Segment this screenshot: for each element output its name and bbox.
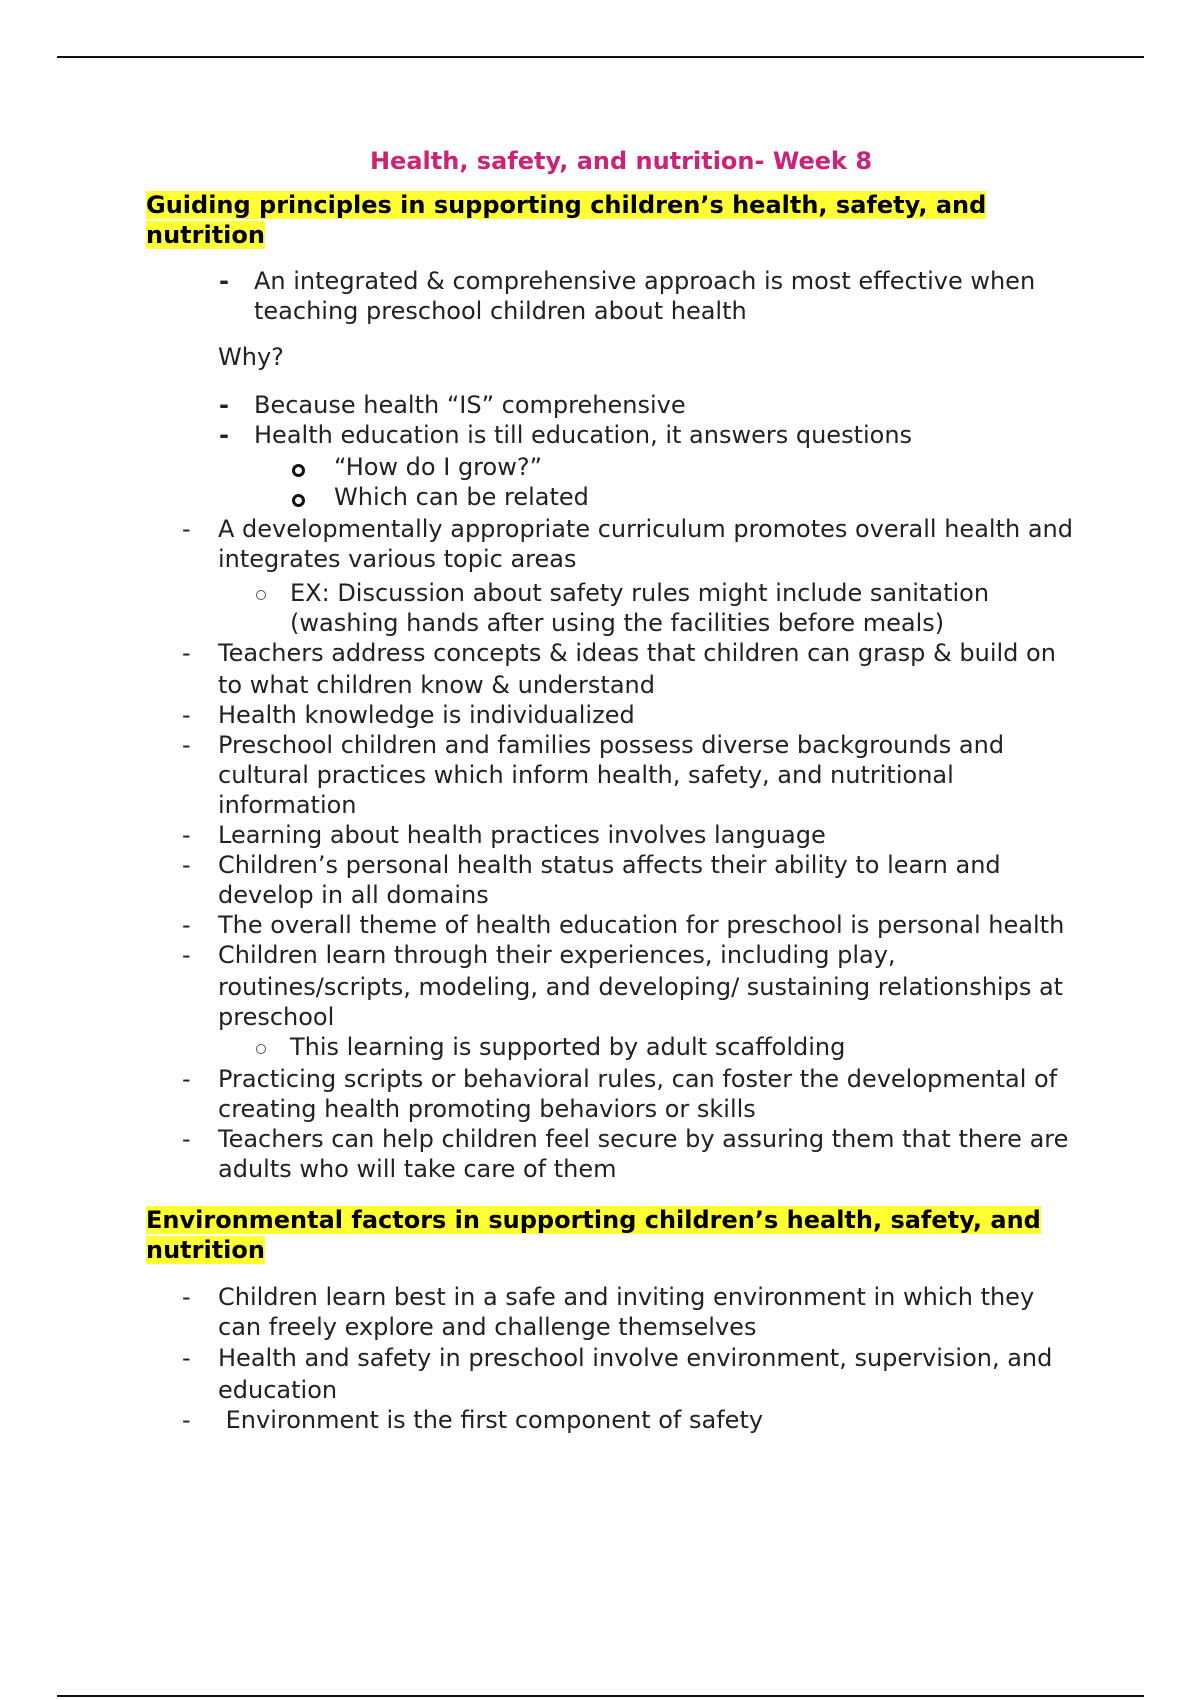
list-item-line: Health education is till education, it answers questions <box>254 421 913 449</box>
list-item-line: Health and safety in preschool involve environment, supervision, and <box>218 1344 1053 1372</box>
list-item-line: Because health “IS” comprehensive <box>254 391 686 419</box>
list-item-line: Environment is the first component of safety <box>218 1406 764 1434</box>
bottom-rule <box>57 1695 1144 1697</box>
top-rule <box>57 56 1144 58</box>
bullet-dash: - <box>182 1125 191 1153</box>
list-item-line: adults who will take care of them <box>218 1155 617 1183</box>
bullet-dash: - <box>182 701 191 729</box>
bullet-dash: - <box>182 731 191 759</box>
list-item-line: Teachers address concepts & ideas that children can grasp & build on <box>218 639 1056 667</box>
list-item-line: Teachers can help children feel secure by assuring them that there are <box>218 1125 1069 1153</box>
why-label: Why? <box>218 343 284 371</box>
list-item-line: Practicing scripts or behavioral rules, can foster the developmental of <box>218 1065 1058 1093</box>
sub-item-line: EX: Discussion about safety rules might include sanitation <box>290 579 990 607</box>
bullet-dash: - <box>182 851 191 879</box>
bullet-ring-icon <box>256 1044 266 1054</box>
list-item-line: routines/scripts, modeling, and developing/ sustaining relationships at <box>218 973 1064 1001</box>
bullet-dash-bold: - <box>219 391 229 419</box>
list-item-line: develop in all domains <box>218 881 489 909</box>
list-item-line: Health knowledge is individualized <box>218 701 635 729</box>
bullet-ring-icon <box>292 464 305 477</box>
sub-item-line: (washing hands after using the facilities before meals) <box>290 609 945 637</box>
section-heading-environmental-factors <box>146 1205 1106 1265</box>
sub-item-line: This learning is supported by adult scaffolding <box>290 1033 846 1061</box>
bullet-dash: - <box>182 1344 191 1372</box>
list-item-line: integrates various topic areas <box>218 545 577 573</box>
bullet-ring-icon <box>292 494 305 507</box>
sub-item-line: Which can be related <box>334 483 589 511</box>
bullet-dash: - <box>182 639 191 667</box>
bullet-dash: - <box>182 515 191 543</box>
heading-line: Environmental factors in supporting children’s health, safety, and <box>146 1206 1041 1234</box>
heading-line: nutrition <box>146 221 265 249</box>
list-item-line: information <box>218 791 357 819</box>
bullet-dash: - <box>182 911 191 939</box>
bullet-ring-icon <box>256 590 266 600</box>
list-item-line: Children’s personal health status affects their ability to learn and <box>218 851 1001 879</box>
list-item-line: Children learn best in a safe and inviting environment in which they <box>218 1283 1035 1311</box>
list-item-line: Children learn through their experiences, including play, <box>218 941 896 969</box>
list-item-line: education <box>218 1376 338 1404</box>
list-item-line: creating health promoting behaviors or skills <box>218 1095 756 1123</box>
list-item-line: preschool <box>218 1003 335 1031</box>
page-title: Health, safety, and nutrition- Week 8 <box>369 147 873 175</box>
list-item-line: Preschool children and families possess diverse backgrounds and <box>218 731 1005 759</box>
list-item-line: A developmentally appropriate curriculum promotes overall health and <box>218 515 1073 543</box>
list-item-line: can freely explore and challenge themselves <box>218 1313 757 1341</box>
sub-item-line: “How do I grow?” <box>334 453 542 481</box>
bullet-dash: - <box>182 941 191 969</box>
bullet-dash: - <box>182 1283 191 1311</box>
heading-line: Guiding principles in supporting children’s health, safety, and <box>146 191 987 219</box>
bullet-dash-bold: - <box>219 267 229 295</box>
list-item-line: An integrated & comprehensive approach is most effective when <box>254 267 1036 295</box>
list-item-line: to what children know & understand <box>218 671 655 699</box>
bullet-dash: - <box>182 821 191 849</box>
bullet-dash: - <box>182 1406 191 1434</box>
list-item-line: teaching preschool children about health <box>254 297 747 325</box>
list-item-line: cultural practices which inform health, safety, and nutritional <box>218 761 954 789</box>
section-heading-guiding-principles <box>146 190 1106 250</box>
list-item-line: The overall theme of health education for preschool is personal health <box>218 911 1065 939</box>
heading-line: nutrition <box>146 1236 265 1264</box>
bullet-dash-bold: - <box>219 421 229 449</box>
list-item-line: Learning about health practices involves language <box>218 821 826 849</box>
bullet-dash: - <box>182 1065 191 1093</box>
